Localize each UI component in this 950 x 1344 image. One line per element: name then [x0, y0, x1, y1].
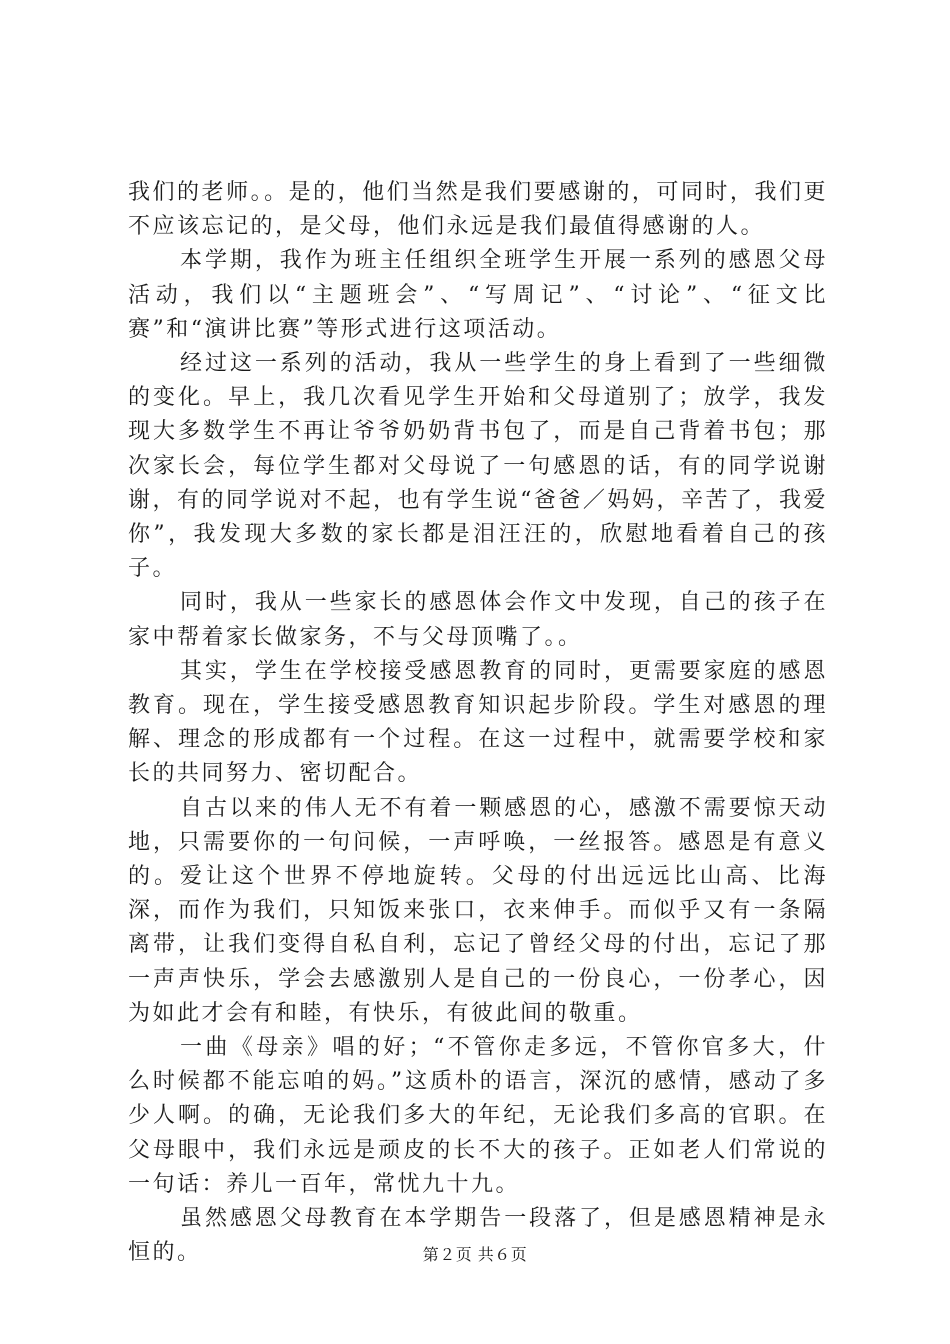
- paragraph: 自古以来的伟人无不有着一颗感恩的心，感激不需要惊天动地，只需要你的一句问候，一声呼唤，一丝报答。感恩是有意义的。爱让这个世界不停地旋转。父母的付出远远比山高、比海深，而作为我们，只知饭来张口，衣来伸手。而似乎又有一条隔离带，让我们变得自私自利，忘记了曾经父母的付出，忘记了那一声声快乐，学会去感激别人是自己的一份良心，一份孝心，因为如此才会有和睦，有快乐，有彼此间的敬重。: [128, 795, 828, 1026]
- paragraph-continuation: 我们的老师。。是的，他们当然是我们要感谢的，可同时，我们更不应该忘记的，是父母，他们永远是我们最值得感谢的人。: [128, 180, 828, 240]
- page-number-footer: 第２页 共６页: [422, 1245, 528, 1264]
- paragraph: 一曲《母亲》唱的好；“不管你走多远，不管你官多大，什么时候都不能忘咱的妈。”这质朴的语言，深沉的感情，感动了多少人啊。的确，无论我们多大的年纪，无论我们多高的官职。在父母眼中，我们永远是顽皮的长不大的孩子。正如老人们常说的一句话：养儿一百年，常忧九十九。: [128, 1035, 828, 1197]
- document-body: [128, 176, 828, 1271]
- paragraph: 本学期，我作为班主任组织全班学生开展一系列的感恩父母活动，我们以“主题班会”、“写周记”、“讨论”、“征文比赛”和“演讲比赛”等形式进行这项活动。: [128, 248, 828, 342]
- paragraph: 虽然感恩父母教育在本学期告一段落了，但是感恩精神是永恒的。: [128, 1206, 828, 1266]
- paragraph: 经过这一系列的活动，我从一些学生的身上看到了一些细微的变化。早上，我几次看见学生开始和父母道别了；放学，我发现大多数学生不再让爷爷奶奶背书包了，而是自己背着书包；那次家长会，每位学生都对父母说了一句感恩的话，有的同学说谢谢，有的同学说对不起，也有学生说“爸爸／妈妈，辛苦了，我爱你”，我发现大多数的家长都是泪汪汪的，欣慰地看着自己的孩子。: [128, 351, 828, 582]
- paragraph: 其实，学生在学校接受感恩教育的同时，更需要家庭的感恩教育。现在，学生接受感恩教育知识起步阶段。学生对感恩的理解、理念的形成都有一个过程。在这一过程中，就需要学校和家长的共同努力、密切配合。: [128, 658, 828, 787]
- paragraph: 同时，我从一些家长的感恩体会作文中发现，自己的孩子在家中帮着家长做家务，不与父母顶嘴了。。: [128, 590, 828, 650]
